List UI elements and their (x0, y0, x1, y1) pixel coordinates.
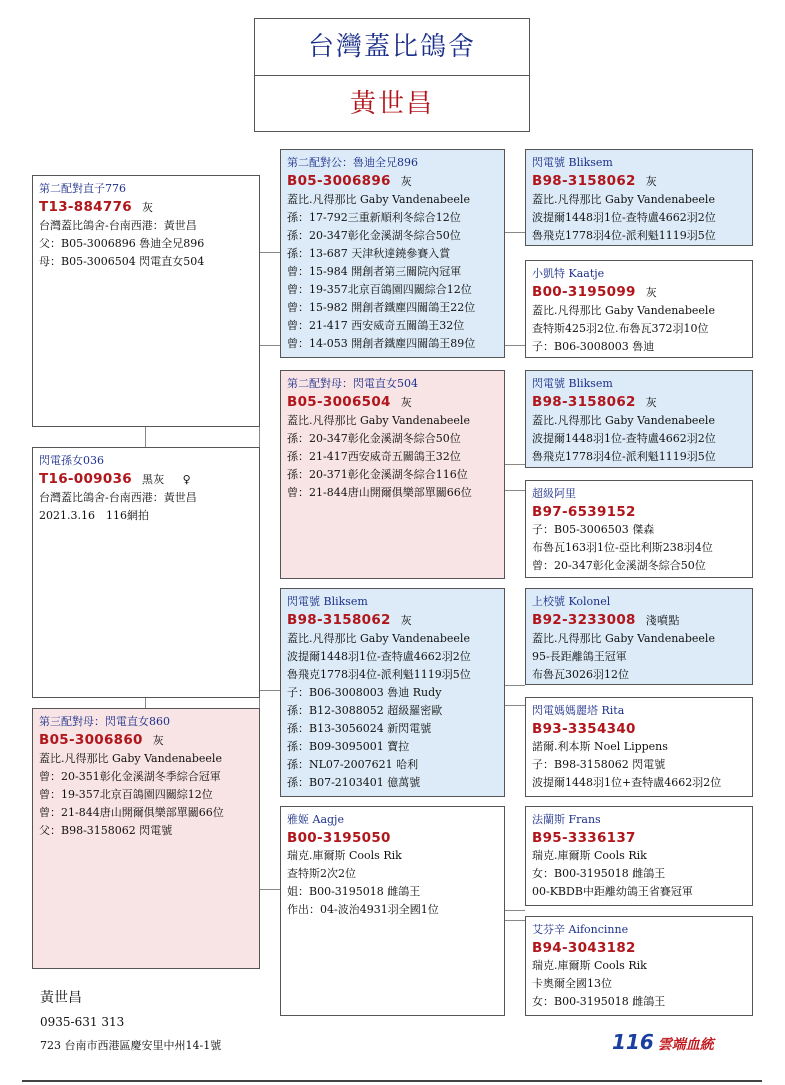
ss-line: 孫：20-347彰化金溪湖冬綜合50位 (287, 229, 461, 242)
connector (505, 345, 525, 346)
connector (505, 232, 525, 233)
ss-name: 第二配對公：魯迪全兄896 (287, 156, 418, 169)
ssd-card (525, 260, 753, 358)
dds-card (525, 806, 753, 906)
sds-line: 蓋比.凡得那比 Gaby Vandenabeele (532, 414, 715, 427)
ssd-line: 查特斯425羽2位.布魯瓦372羽10位 (532, 322, 709, 335)
dss-ring: B92-3233008 淺噴點 (532, 612, 680, 628)
connector (259, 252, 280, 253)
ss-line: 曾：21-417 西安威奇五關鴿王32位 (287, 319, 465, 332)
ddd-line: 女：B00-3195018 雌鴿王 (532, 995, 666, 1008)
ds-name: 閃電號 Bliksem (287, 595, 368, 608)
ss-ring: B05-3006896 灰 (287, 173, 413, 189)
sire-card (32, 175, 260, 427)
dsd-ring: B93-3354340 (532, 721, 636, 737)
sd-line: 曾：21-844唐山開爾俱樂部單關66位 (287, 486, 472, 499)
ss-line: 曾：14-053 開創者鐵塵四關鴿王89位 (287, 337, 476, 350)
ddd-ring: B94-3043182 (532, 940, 636, 956)
sss-name: 閃電號 Bliksem (532, 156, 613, 169)
connector (505, 705, 525, 706)
connector (505, 464, 525, 465)
connector (505, 685, 525, 686)
sds-card (525, 370, 753, 468)
sds-line: 波提爾1448羽1位-查特盧4662羽2位 (532, 432, 716, 445)
sd-line: 孫：20-371彰化金溪湖冬綜合116位 (287, 468, 468, 481)
subject-line: 2021.3.16 116網拍 (39, 509, 149, 522)
ssd-line: 蓋比.凡得那比 Gaby Vandenabeele (532, 304, 715, 317)
dds-line: 瑞克.庫爾斯 Cools Rik (532, 849, 647, 862)
dam-line: 父：B98-3158062 閃電號 (39, 824, 173, 837)
dam-card (32, 708, 260, 969)
sire-line: 父：B05-3006896 魯迪全兄896 (39, 237, 205, 250)
sss-ring: B98-3158062 灰 (532, 173, 658, 189)
ddd-name: 艾芬辛 Aifoncinne (532, 923, 629, 936)
ddd-line: 卡奧爾全國13位 (532, 977, 612, 990)
owner-phone: 0935-631 313 (40, 1015, 125, 1029)
connector (505, 920, 525, 921)
dss-line: 布魯瓦3026羽12位 (532, 668, 629, 681)
ds-line: 波提爾1448羽1位-查特盧4662羽2位 (287, 650, 471, 663)
owner-contact (40, 986, 221, 1058)
dsd-line: 諾爾.利本斯 Noel Lippens (532, 740, 668, 753)
sds-line: 魯飛克1778羽4位-派利魁1119羽5位 (532, 450, 716, 463)
ds-line: 蓋比.凡得那比 Gaby Vandenabeele (287, 632, 470, 645)
connector (505, 490, 525, 491)
ds-card (280, 588, 505, 797)
sdd-ring: B97-6539152 (532, 504, 636, 520)
sex-symbol-icon: ♀ (182, 473, 191, 486)
subject-ring: T16-009036 黑灰 ♀ (39, 471, 191, 487)
dss-line: 95-長距離鴿王冠軍 (532, 650, 627, 663)
ssd-ring: B00-3195099 灰 (532, 284, 658, 300)
sdd-line: 曾：20-347彰化金溪湖冬綜合50位 (532, 559, 706, 572)
sd-ring: B05-3006504 灰 (287, 394, 413, 410)
dd-card (280, 806, 505, 1016)
subject-line: 台灣蓋比鴿舍-台南西港：黃世昌 (39, 491, 197, 504)
dds-line: 00-KBDB中距離幼鴿王省賽冠軍 (532, 885, 693, 898)
dss-name: 上校號 Kolonel (532, 595, 611, 608)
ssd-line: 子：B06-3008003 魯迪 (532, 340, 655, 353)
dsd-name: 閃電媽媽麗塔 Rita (532, 704, 625, 717)
connector (259, 690, 280, 691)
dsd-card (525, 697, 753, 797)
dd-ring: B00-3195050 (287, 830, 391, 846)
ss-line: 孫：13-687 天津秋達鐃參賽入賞 (287, 247, 451, 260)
dds-name: 法蘭斯 Frans (532, 813, 601, 826)
sire-ring: T13-884776 灰 (39, 199, 154, 215)
ssd-name: 小凱特 Kaatje (532, 267, 605, 280)
sd-card (280, 370, 505, 579)
logo-text: 雲端血統 (657, 1037, 714, 1053)
dsd-line: 子：B98-3158062 閃電號 (532, 758, 666, 771)
brand-logo (612, 1030, 714, 1054)
dd-line: 姐：B00-3195018 雌鴿王 (287, 885, 421, 898)
sd-line: 蓋比.凡得那比 Gaby Vandenabeele (287, 414, 470, 427)
ss-line: 曾：15-984 開創者第三關院內冠軍 (287, 265, 462, 278)
sds-name: 閃電號 Bliksem (532, 377, 613, 390)
dam-line: 曾：21-844唐山開爾俱樂部單關66位 (39, 806, 224, 819)
dam-ring: B05-3006860 灰 (39, 732, 165, 748)
connector (505, 910, 525, 911)
sd-line: 孫：20-347彰化金溪湖冬綜合50位 (287, 432, 461, 445)
dd-line: 瑞克.庫爾斯 Cools Rik (287, 849, 402, 862)
dss-line: 蓋比.凡得那比 Gaby Vandenabeele (532, 632, 715, 645)
sdd-line: 子：B05-3006503 傑森 (532, 523, 655, 536)
sss-line: 蓋比.凡得那比 Gaby Vandenabeele (532, 193, 715, 206)
dam-name: 第三配對母：閃電直女860 (39, 715, 170, 728)
sss-line: 波提爾1448羽1位-查特盧4662羽2位 (532, 211, 716, 224)
sdd-name: 超級阿里 (532, 487, 576, 500)
dd-line: 作出：04-波治4931羽全國1位 (287, 903, 439, 916)
ss-line: 孫：17-792三重新順利冬綜合12位 (287, 211, 461, 224)
dsd-line: 波提爾1448羽1位+查特盧4662羽2位 (532, 776, 722, 789)
ss-line: 蓋比.凡得那比 Gaby Vandenabeele (287, 193, 470, 206)
owner-footer-name: 黃世昌 (40, 990, 82, 1006)
subject-card (32, 447, 260, 698)
dds-line: 女：B00-3195018 雌鴿王 (532, 867, 666, 880)
dd-name: 雅姬 Aagje (287, 813, 344, 826)
ds-line: 孫：B09-3095001 寶拉 (287, 740, 410, 753)
logo-number: 116 (612, 1030, 654, 1054)
ss-line: 曾：15-982 開創者鐵塵四關鴿王22位 (287, 301, 476, 314)
ddd-line: 瑞克.庫爾斯 Cools Rik (532, 959, 647, 972)
ds-line: 孫：B13-3056024 新閃電號 (287, 722, 432, 735)
ds-line: 魯飛克1778羽4位-派利魁1119羽5位 (287, 668, 471, 681)
dam-line: 蓋比.凡得那比 Gaby Vandenabeele (39, 752, 222, 765)
sdd-line: 布魯瓦163羽1位-亞比利斯238羽4位 (532, 541, 713, 554)
dds-ring: B95-3336137 (532, 830, 636, 846)
owner-address: 723 台南市西港區慶安里中州14-1號 (40, 1039, 222, 1052)
connector (145, 698, 146, 708)
ds-line: 孫：NL07-2007621 哈利 (287, 758, 419, 771)
ds-line: 孫：B07-2103401 億萬號 (287, 776, 421, 789)
sds-ring: B98-3158062 灰 (532, 394, 658, 410)
bottom-divider (22, 1080, 762, 1082)
ds-ring: B98-3158062 灰 (287, 612, 413, 628)
ss-card (280, 149, 505, 358)
title-block (254, 18, 530, 132)
ddd-card (525, 916, 753, 1016)
connector (145, 427, 146, 447)
dam-line: 曾：19-357北京百鴿園四關綜12位 (39, 788, 213, 801)
owner-name: 黃世昌 (349, 89, 434, 119)
club-name: 台灣蓋比鴿舍 (255, 19, 529, 76)
dd-line: 查特斯2次2位 (287, 867, 356, 880)
sss-line: 魯飛克1778羽4位-派利魁1119羽5位 (532, 229, 716, 242)
connector (259, 345, 280, 346)
sire-name: 第二配對直子776 (39, 182, 126, 195)
dam-line: 曾：20-351彰化金溪湖冬季綜合冠軍 (39, 770, 221, 783)
sire-line: 母：B05-3006504 閃電直女504 (39, 255, 205, 268)
ds-line: 子：B06-3008003 魯迪 Rudy (287, 686, 442, 699)
sd-line: 孫：21-417西安威奇五關鴿王32位 (287, 450, 461, 463)
sire-line: 台灣蓋比鴿舍-台南西港：黃世昌 (39, 219, 197, 232)
sss-card (525, 149, 753, 246)
ds-line: 孫：B12-3088052 超級羅密歐 (287, 704, 443, 717)
sd-name: 第二配對母：閃電直女504 (287, 377, 418, 390)
ss-line: 曾：19-357北京百鴿園四關綜合12位 (287, 283, 472, 296)
subject-name: 閃電孫女036 (39, 454, 104, 467)
connector (259, 889, 280, 890)
sdd-card (525, 480, 753, 578)
dss-card (525, 588, 753, 685)
